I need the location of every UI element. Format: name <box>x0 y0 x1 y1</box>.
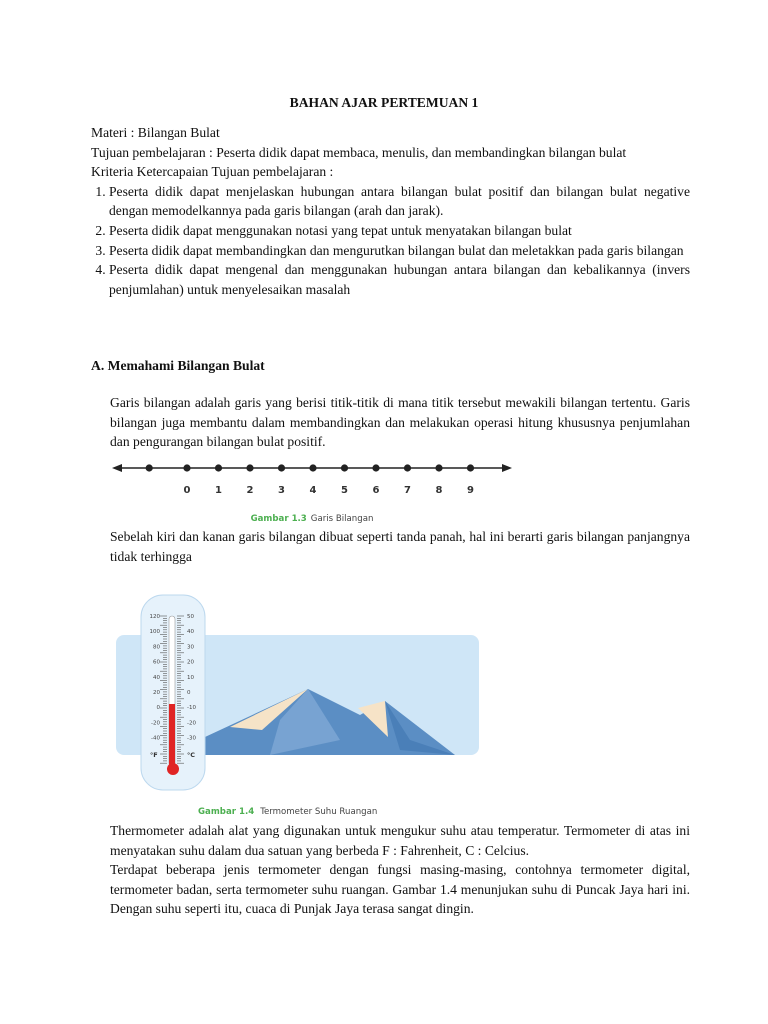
number-label: 5 <box>341 485 348 496</box>
arrow-left-icon <box>112 464 122 472</box>
celsius-label: 40 <box>187 629 194 636</box>
number-label: 0 <box>183 485 191 496</box>
celsius-label: -20 <box>187 720 196 727</box>
number-label: 4 <box>309 485 317 496</box>
number-label: 6 <box>372 485 380 496</box>
fahrenheit-label: 0 <box>156 705 160 712</box>
number-label: 9 <box>467 485 474 496</box>
thermometer-figure <box>110 590 490 822</box>
number-label: 2 <box>246 485 254 496</box>
list-item: 1. Peserta didik dapat menjelaskan hubungan antara bilangan bulat positif dan bilangan bulat negative dengan memodelkannya pada garis bilangan (arah dan jarak). <box>109 182 690 221</box>
caption-label: Gambar 1.4 <box>198 807 255 817</box>
number-label: 3 <box>278 485 285 496</box>
fahrenheit-label: -40 <box>151 735 160 742</box>
caption-text: Garis Bilangan <box>310 514 374 524</box>
number-line-figure <box>112 458 512 528</box>
kriteria-heading: Kriteria Ketercapaian Tujuan pembelajaran : <box>91 164 334 180</box>
unit-celsius: °C <box>187 751 196 759</box>
fahrenheit-label: -20 <box>151 720 160 727</box>
number-line-point <box>372 464 379 471</box>
kriteria-list <box>91 182 690 300</box>
mercury-column <box>169 704 175 766</box>
unit-fahrenheit: °F <box>150 751 158 759</box>
svg-text:Gambar 1.4Termometer Suhu Ruan <box>198 807 377 817</box>
tujuan-line: Tujuan pembelajaran : Peserta didik dapat membaca, menulis, dan membandingkan bilangan bulat <box>91 144 627 160</box>
celsius-label: 50 <box>187 614 194 620</box>
materi-line: Materi : Bilangan Bulat <box>91 125 220 140</box>
list-item: 2. Peserta didik dapat menggunakan notasi yang tepat untuk menyatakan bilangan bulat <box>109 221 690 241</box>
page-title: BAHAN AJAR PERTEMUAN 1 <box>289 95 479 110</box>
number-label: 1 <box>215 485 222 496</box>
number-line-point <box>467 464 474 471</box>
paragraph: Sebelah kiri dan kanan garis bilangan dibuat seperti tanda panah, hal ini berarti garis bilangan panjangnya tidak terhingga <box>110 529 690 564</box>
section-heading: A. Memahami Bilangan Bulat <box>91 358 265 373</box>
fahrenheit-label: 120 <box>149 614 160 620</box>
arrow-right-icon <box>502 464 512 472</box>
number-line-point <box>246 464 253 471</box>
number-line-point <box>341 464 348 471</box>
fahrenheit-label: 100 <box>149 629 160 636</box>
number-label: 8 <box>435 485 443 496</box>
number-line-point <box>278 464 285 471</box>
fahrenheit-label: 20 <box>153 690 160 696</box>
caption-text: Termometer Suhu Ruangan <box>260 807 378 817</box>
number-line-point <box>146 464 153 471</box>
number-line-point <box>404 464 411 471</box>
caption-label: Gambar 1.3 <box>250 514 307 524</box>
celsius-label: 10 <box>187 674 194 681</box>
list-item: 4. Peserta didik dapat mengenal dan menggunakan hubungan antara bilangan dan kebalikannya (invers penjumlahan) untuk menyelesaikan masalah <box>109 260 690 299</box>
number-line-point <box>435 464 442 471</box>
number-line-point <box>309 464 316 471</box>
list-item: 3. Peserta didik dapat membandingkan dan mengurutkan bilangan bulat dan meletakkan pada garis bilangan <box>109 241 690 261</box>
thermometer-bulb <box>167 763 179 775</box>
number-line-point <box>183 464 190 471</box>
celsius-label: 0 <box>187 690 191 696</box>
fahrenheit-label: 40 <box>153 674 160 681</box>
intro-block <box>91 123 690 299</box>
celsius-label: 30 <box>187 644 194 651</box>
celsius-label: -10 <box>187 705 196 712</box>
celsius-label: 20 <box>187 659 194 666</box>
paragraph: Thermometer adalah alat yang digunakan untuk mengukur suhu atau temperatur. Termometer di atas ini menyatakan suhu dalam dua satuan yang berbeda F : Fahrenheit, C : Celcius. <box>110 823 690 858</box>
fahrenheit-label: 60 <box>153 659 160 666</box>
paragraph: Garis bilangan adalah garis yang berisi titik-titik di mana titik tersebut mewakili bilangan tertentu. Garis bilangan juga membantu dalam membandingkan dan melakukan operasi hitung khususnya penjumlahan dan pengurangan bilangan bulat positif. <box>110 395 690 450</box>
celsius-label: -30 <box>187 735 196 742</box>
svg-text:Gambar 1.3Garis Bilangan <box>251 514 374 524</box>
number-label: 7 <box>404 485 411 496</box>
paragraph: Terdapat beberapa jenis termometer dengan fungsi masing-masing, contohnya termometer digital, termometer badan, serta termometer suhu ruangan. Gambar 1.4 menunjukan suhu di Puncak Jaya hari ini. Dengan suhu seperti itu, cuaca di Punjak Jaya terasa sangat dingin. <box>110 862 690 917</box>
number-line-point <box>215 464 222 471</box>
fahrenheit-label: 80 <box>153 644 160 651</box>
paragraph-block <box>110 821 690 919</box>
